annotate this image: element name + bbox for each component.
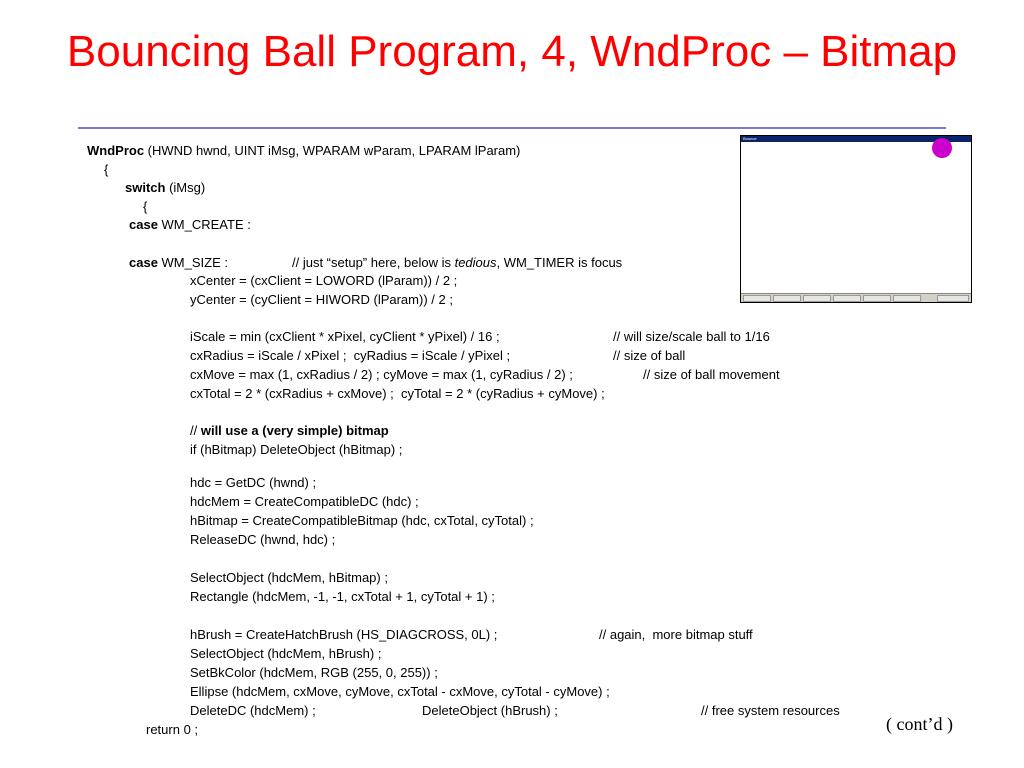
- code-line-case-size: [129, 255, 228, 270]
- comment-radius: // size of ball: [613, 348, 686, 363]
- code-line-setbkcolor: SetBkColor (hdcMem, RGB (255, 0, 255)) ;: [190, 665, 438, 680]
- code-line-createdc: hdcMem = CreateCompatibleDC (hdc) ;: [190, 494, 419, 509]
- comment-iscale: // will size/scale ball to 1/16: [613, 329, 770, 344]
- taskbar-clock: [937, 295, 969, 302]
- code-line-radius: cxRadius = iScale / xPixel ; cyRadius = iScale / yPixel ;: [190, 348, 511, 363]
- program-screenshot: [740, 135, 972, 303]
- code-line-selectbitmap: SelectObject (hdcMem, hBitmap) ;: [190, 570, 388, 585]
- code-line-createbitmap: hBitmap = CreateCompatibleBitmap (hdc, cxTotal, cyTotal) ;: [190, 513, 534, 528]
- code-line-getdc: hdc = GetDC (hwnd) ;: [190, 475, 317, 490]
- code-line-return: return 0 ;: [146, 722, 199, 737]
- continued-label: ( cont’d ): [886, 714, 953, 734]
- code-line-deletedc: DeleteDC (hdcMem) ;: [190, 703, 316, 718]
- comment-hatchbrush: // again, more bitmap stuff: [599, 627, 753, 642]
- code-line-open-brace-1: {: [104, 162, 109, 177]
- comment-setup-a: // just “setup” here, below is: [292, 255, 455, 270]
- code-line-rectangle: Rectangle (hdcMem, -1, -1, cxTotal + 1, cyTotal + 1) ;: [190, 589, 495, 604]
- code-line-iscale: iScale = min (cxClient * xPixel, cyClient * yPixel) / 16 ;: [190, 329, 500, 344]
- code-line-ycenter: yCenter = (cyClient = HIWORD (lParam)) / 2 ;: [190, 292, 453, 307]
- comment-free-resources: // free system resources: [701, 703, 840, 718]
- comment-setup: [292, 255, 622, 270]
- taskbar-button: [863, 295, 891, 302]
- code-line-open-brace-2: {: [143, 199, 148, 214]
- code-line-ellipse: Ellipse (hdcMem, cxMove, cyMove, cxTotal - cxMove, cyTotal - cyMove) ;: [190, 684, 610, 699]
- comment-bitmap-bold: will use a (very simple) bitmap: [200, 423, 389, 438]
- code-line-deleteobject: DeleteObject (hBrush) ;: [422, 703, 558, 718]
- code-line-selectbrush: SelectObject (hdcMem, hBrush) ;: [190, 646, 382, 661]
- comment-setup-italic: tedious: [454, 255, 497, 270]
- code-line-bitmap-comment: [190, 423, 389, 438]
- taskbar-button: [803, 295, 831, 302]
- screenshot-window-title: Bounce: [743, 136, 757, 141]
- keyword-case: case: [129, 255, 158, 270]
- taskbar-button: [833, 295, 861, 302]
- keyword-wndproc: WndProc: [87, 143, 145, 158]
- taskbar-button: [893, 295, 921, 302]
- case-create-label: WM_CREATE :: [157, 217, 251, 232]
- code-line-wndproc: [87, 143, 520, 158]
- code-line-switch: [125, 180, 205, 195]
- case-size-label: WM_SIZE :: [157, 255, 228, 270]
- wndproc-signature: (HWND hwnd, UINT iMsg, WPARAM wParam, LPARAM lParam): [144, 143, 521, 158]
- code-line-delete-bitmap: if (hBitmap) DeleteObject (hBitmap) ;: [190, 442, 403, 457]
- slide-title: Bouncing Ball Program, 4, WndProc – Bitmap: [66, 27, 958, 76]
- comment-setup-b: , WM_TIMER is focus: [496, 255, 623, 270]
- code-line-move: cxMove = max (1, cxRadius / 2) ; cyMove = max (1, cyRadius / 2) ;: [190, 367, 573, 382]
- taskbar-button: [773, 295, 801, 302]
- keyword-switch: switch: [125, 180, 166, 195]
- code-line-case-create: [129, 217, 251, 232]
- code-line-xcenter: xCenter = (cxClient = LOWORD (lParam)) / 2 ;: [190, 273, 458, 288]
- comment-move: // size of ball movement: [643, 367, 780, 382]
- code-line-hatchbrush: hBrush = CreateHatchBrush (HS_DIAGCROSS, 0L) ;: [190, 627, 498, 642]
- comment-slashes: //: [190, 423, 201, 438]
- bouncing-ball: [932, 138, 952, 158]
- code-line-releasedc: ReleaseDC (hwnd, hdc) ;: [190, 532, 336, 547]
- switch-arg: (iMsg): [165, 180, 206, 195]
- title-divider: [78, 127, 946, 129]
- screenshot-taskbar: [741, 293, 971, 302]
- code-line-total: cxTotal = 2 * (cxRadius + cxMove) ; cyTotal = 2 * (cyRadius + cyMove) ;: [190, 386, 605, 401]
- taskbar-start-button: [743, 295, 771, 302]
- keyword-case: case: [129, 217, 158, 232]
